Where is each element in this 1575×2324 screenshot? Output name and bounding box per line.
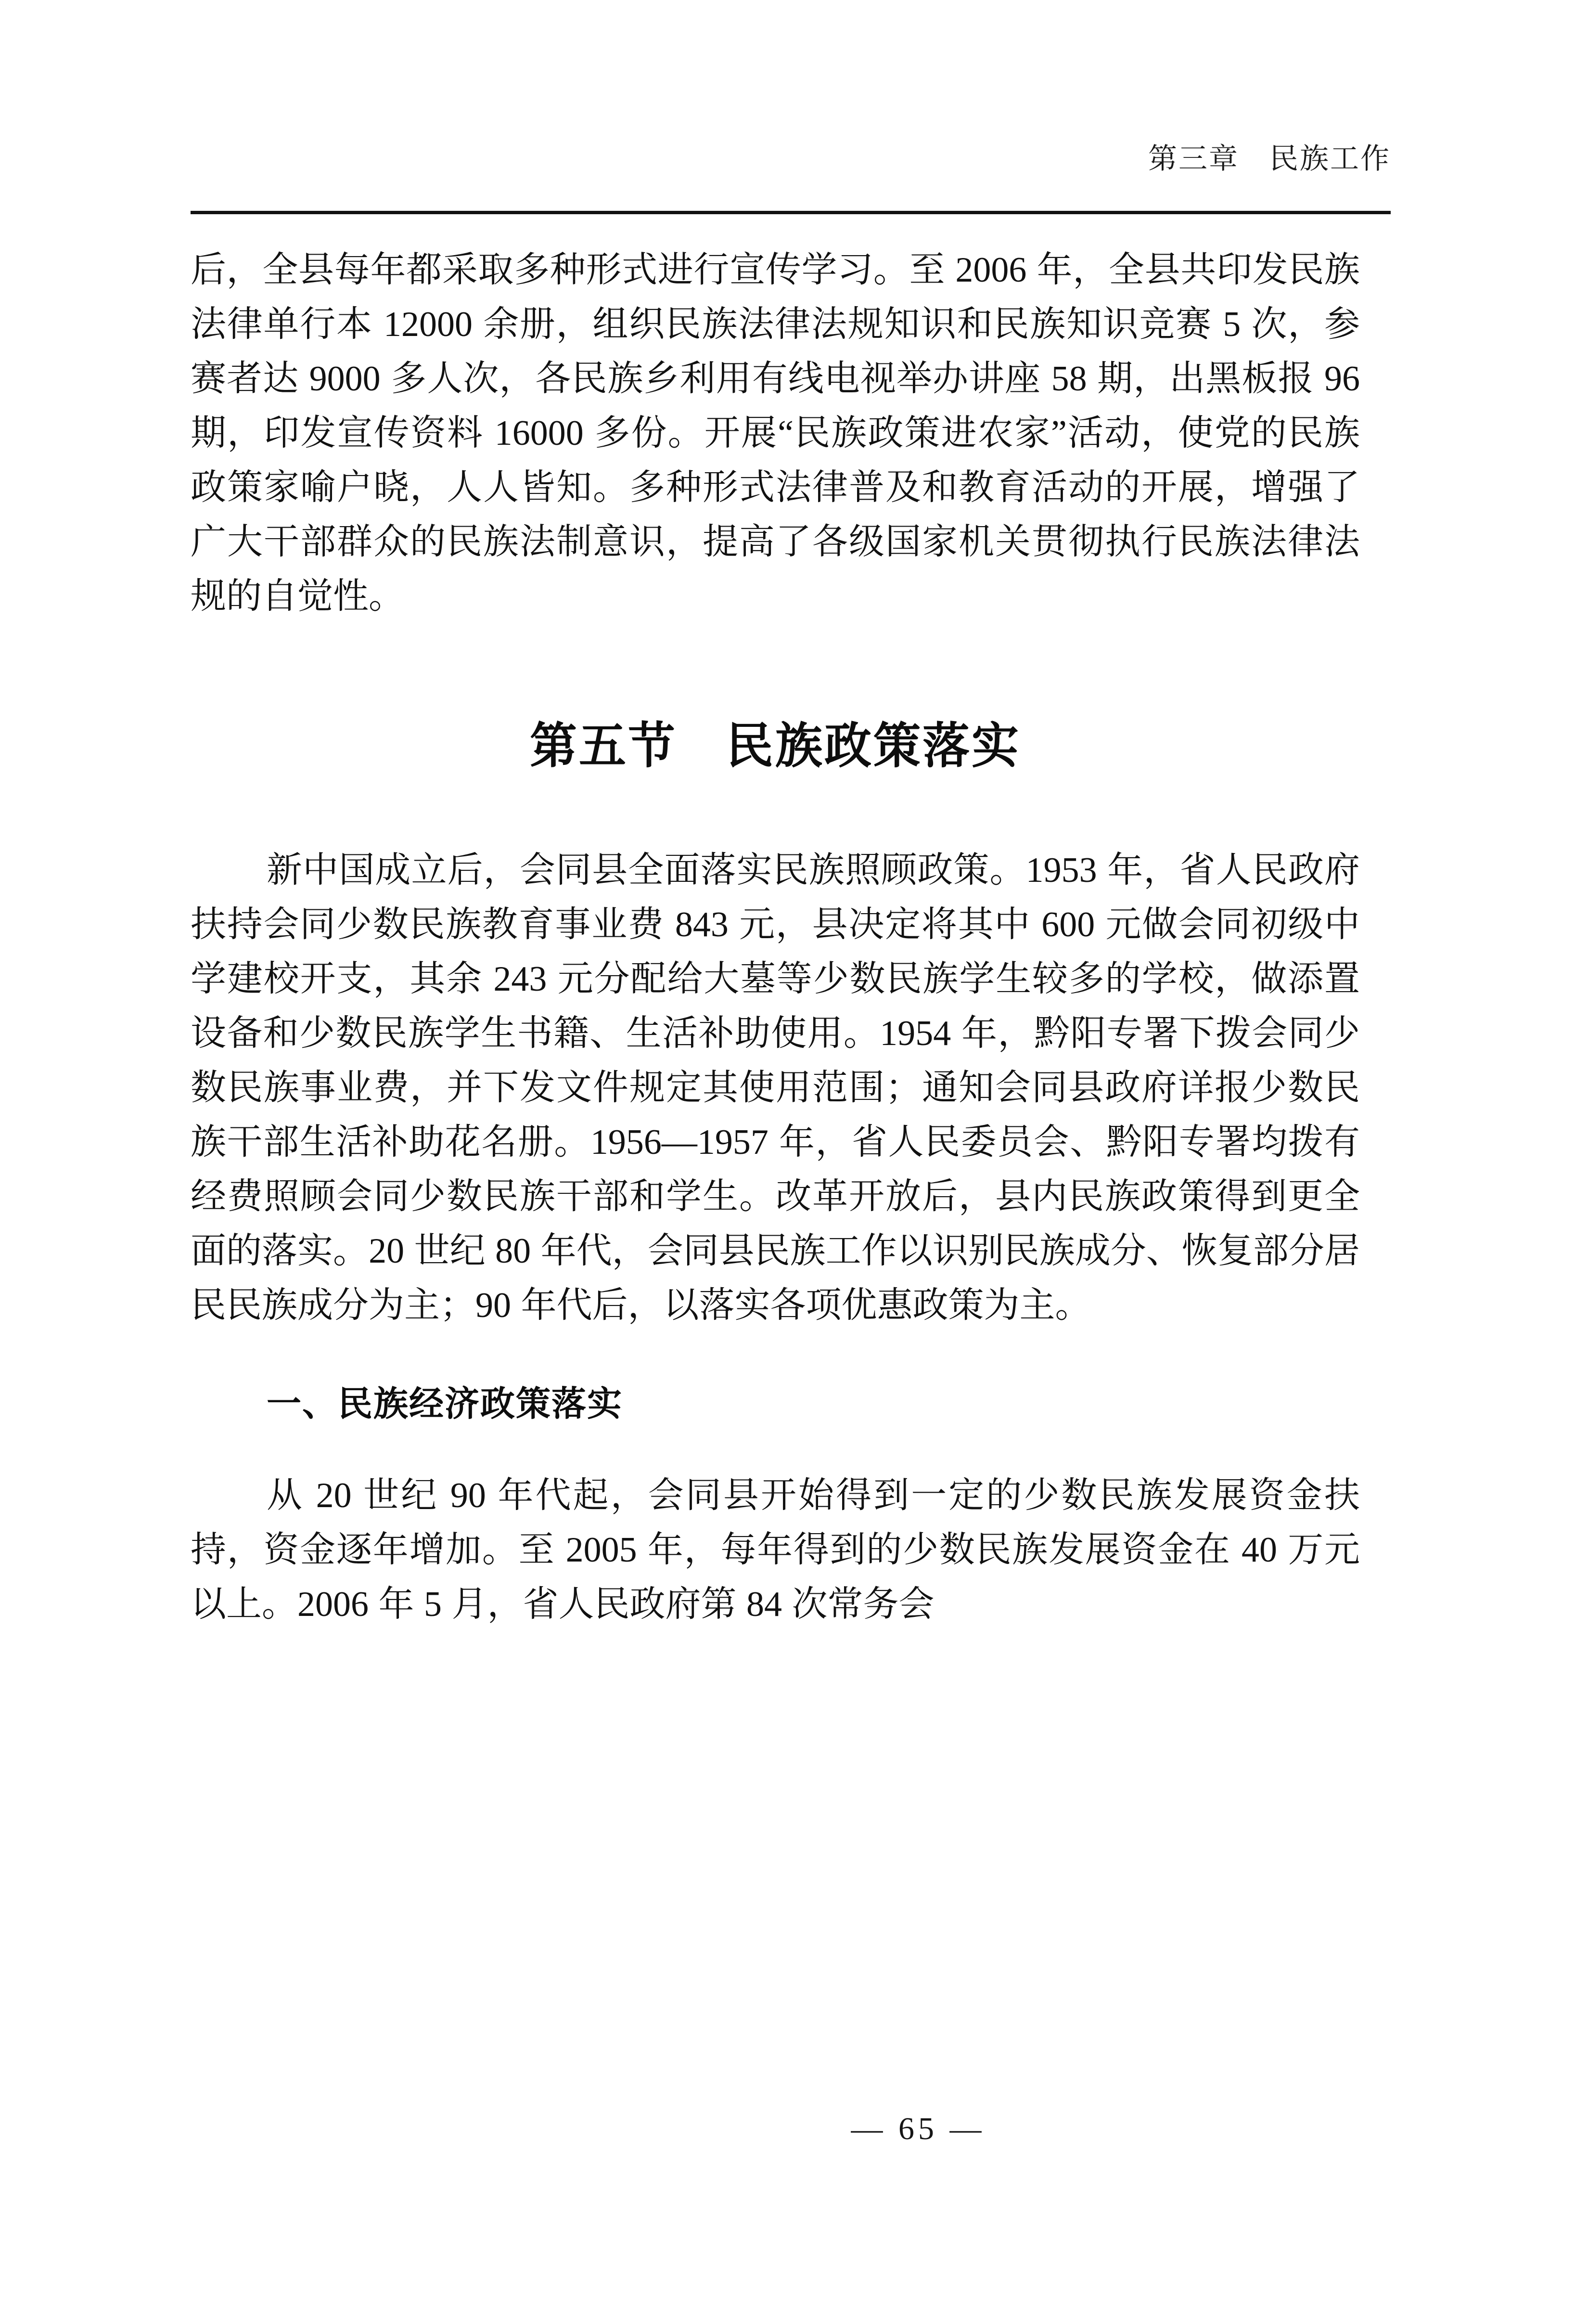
paragraph-continued: 后，全县每年都采取多种形式进行宣传学习。至 2006 年，全县共印发民族法律单行本 12000 余册，组织民族法律法规知识和民族知识竞赛 5 次，参赛者达 9000 多人次，各民族乡利用有线电视举办讲座 58 期，出黑板报 96 期，印发宣传资料 16000 多份。开展“民族政策进农家”活动，使党的民族政策家喻户晓，人人皆知。多种形式法律普及和教育活动的开展，增强了广大干部群众的民族法制意识，提高了各级国家机关贯彻执行民族法律法规的自觉性。 (191, 250, 1360, 616)
paragraph-section-intro: 新中国成立后，会同县全面落实民族照顾政策。1953 年，省人民政府扶持会同少数民族教育事业费 843 元，县决定将其中 600 元做会同初级中学建校开支，其余 243 元分配给大墓等少数民族学生较多的学校，做添置设备和少数民族学生书籍、生活补助使用。1954 年，黔阳专署下拨会同少数民族事业费，并下发文件规定其使用范围；通知会同县政府详报少数民族干部生活补助花名册。1956—1957 年，省人民委员会、黔阳专署均拨有经费照顾会同少数民族干部和学生。改革开放后，县内民族政策得到更全面的落实。20 世纪 80 年代，会同县民族工作以识别民族成分、恢复部分居民民族成分为主；90 年代后，以落实各项优惠政策为主。 (191, 850, 1360, 1325)
page-number: — 65 — (851, 2111, 986, 2146)
spacer-before-section (191, 624, 1360, 718)
subsection-heading: 一、民族经济政策落实 (267, 1383, 623, 1424)
spacer-after-section (191, 775, 1360, 843)
spacer-after-subsection (191, 1424, 1360, 1469)
section-heading: 第五节 民族政策落实 (529, 717, 1021, 775)
spacer-before-subsection (191, 1333, 1360, 1383)
paragraph-subsection: 从 20 世纪 90 年代起，会同县开始得到一定的少数民族发展资金扶持，资金逐年增加。至 2005 年，每年得到的少数民族发展资金在 40 万元以上。2006 年 5 月，省人民政府第 84 次常务会 (191, 1475, 1360, 1624)
header-divider-rule (191, 211, 1391, 214)
text-column (191, 243, 1360, 1632)
running-header-chapter: 第三章 民族工作 (1148, 143, 1391, 175)
